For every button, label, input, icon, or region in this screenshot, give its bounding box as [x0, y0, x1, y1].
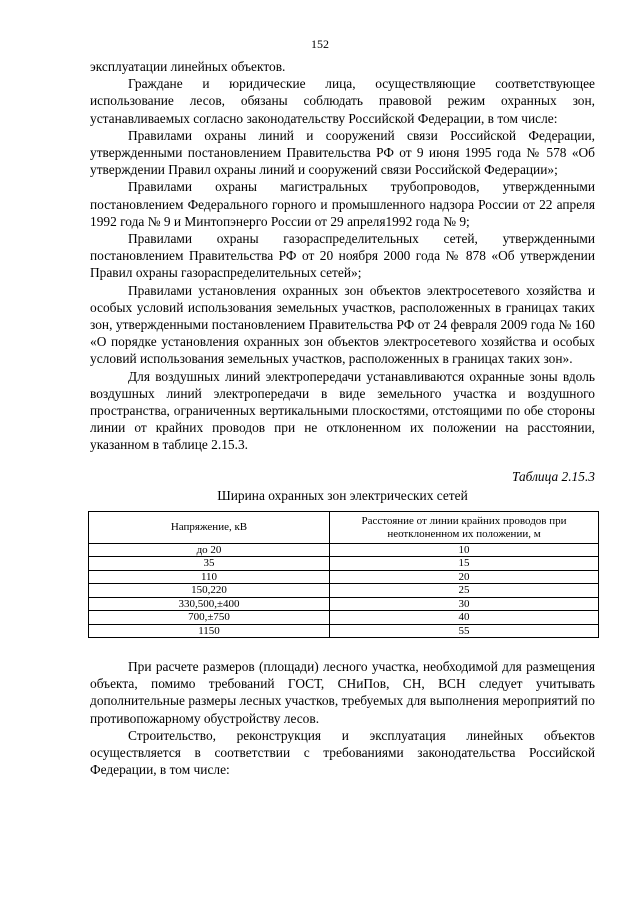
- distance-cell: 15: [330, 557, 599, 570]
- distance-cell: 40: [330, 611, 599, 624]
- table-row: [89, 597, 599, 610]
- table-title: Ширина охранных зон электрических сетей: [217, 487, 468, 503]
- paragraphs-before: [90, 58, 595, 454]
- voltage-cell: 150,220: [89, 584, 330, 597]
- paragraph: Строительство, реконструкция и эксплуатация линейных объектов осуществляется в соответствии с требованиями законодательства Российской Федерации, в том числе:: [90, 727, 595, 778]
- table-row: [89, 557, 599, 570]
- paragraphs-after: [90, 658, 595, 778]
- table-body: [89, 544, 599, 638]
- body-text: [90, 58, 595, 778]
- protection-zone-table: [88, 511, 599, 638]
- paragraph: При расчете размеров (площади) лесного участка, необходимой для размещения объекта, помимо требований ГОСТ, СНиПов, СН, ВСН следует учитывать дополнительные размеры лесных участков, требуемых для выполнения мероприятий по противопожарному обустройству лесов.: [90, 658, 595, 726]
- table-row: [89, 624, 599, 637]
- column-header-voltage: Напряжение, кВ: [89, 512, 330, 544]
- column-header-distance: Расстояние от линии крайних проводов при неотклоненном их положении, м: [330, 512, 599, 544]
- voltage-cell: 35: [89, 557, 330, 570]
- table-row: [89, 584, 599, 597]
- table-header-row: [89, 512, 599, 544]
- distance-cell: 10: [330, 544, 599, 557]
- paragraph: Правилами охраны газораспределительных сетей, утвержденными постановлением Правительства РФ от 20 ноября 2000 года № 878 «Об утверждении Правил охраны газораспределительных сетей»;: [90, 231, 595, 281]
- paragraph: Правилами охраны линий и сооружений связи Российской Федерации, утвержденными постановлением Правительства РФ от 9 июня 1995 года № 578 «Об утверждении Правил охраны линий и сооружений связи Российской Федерации»;: [90, 127, 595, 178]
- voltage-cell: 1150: [89, 624, 330, 637]
- paragraph: Граждане и юридические лица, осуществляющие соответствующее использование лесов, обязаны соблюдать правовой режим охранных зон, устанавливаемых согласно законодательству Российской Федерации, в том числе:: [90, 76, 595, 126]
- paragraph: эксплуатации линейных объектов.: [90, 59, 286, 74]
- voltage-cell: 110: [89, 570, 330, 583]
- distance-cell: 30: [330, 597, 599, 610]
- distance-cell: 25: [330, 584, 599, 597]
- distance-cell: 20: [330, 570, 599, 583]
- table-row: [89, 544, 599, 557]
- distance-cell: 55: [330, 624, 599, 637]
- table-label: Таблица 2.15.3: [512, 468, 595, 484]
- paragraph: Правилами охраны магистральных трубопроводов, утвержденными постановлением Федерального горного и промышленного надзора России от 22 апреля 1992 года № 9 и Минтопэнерго России от 29 апреля1992 года № 9;: [90, 179, 595, 229]
- table-row: [89, 570, 599, 583]
- voltage-cell: 700,±750: [89, 611, 330, 624]
- voltage-cell: 330,500,±400: [89, 597, 330, 610]
- table-row: [89, 611, 599, 624]
- voltage-cell: до 20: [89, 544, 330, 557]
- paragraph: Для воздушных линий электропередачи устанавливаются охранные зоны вдоль воздушных линий электропередачи в виде земельного участка и воздушного пространства, ограниченных вертикальными плоскостями, отстоящими по обе стороны линии от крайних проводов при не отклоненном их положении на расстоянии, указанном в таблице 2.15.3.: [90, 368, 595, 453]
- page-number: 152: [311, 37, 329, 51]
- paragraph: Правилами установления охранных зон объектов электросетевого хозяйства и особых условий использования земельных участков, расположенных в границах таких зон, утвержденными постановлением Правительства РФ от 24 февраля 2009 года № 160 «О порядке установления охранных зон объектов электросетевого хозяйства и особых условий использования земельных участков, расположенных в границах таких зон».: [90, 282, 595, 367]
